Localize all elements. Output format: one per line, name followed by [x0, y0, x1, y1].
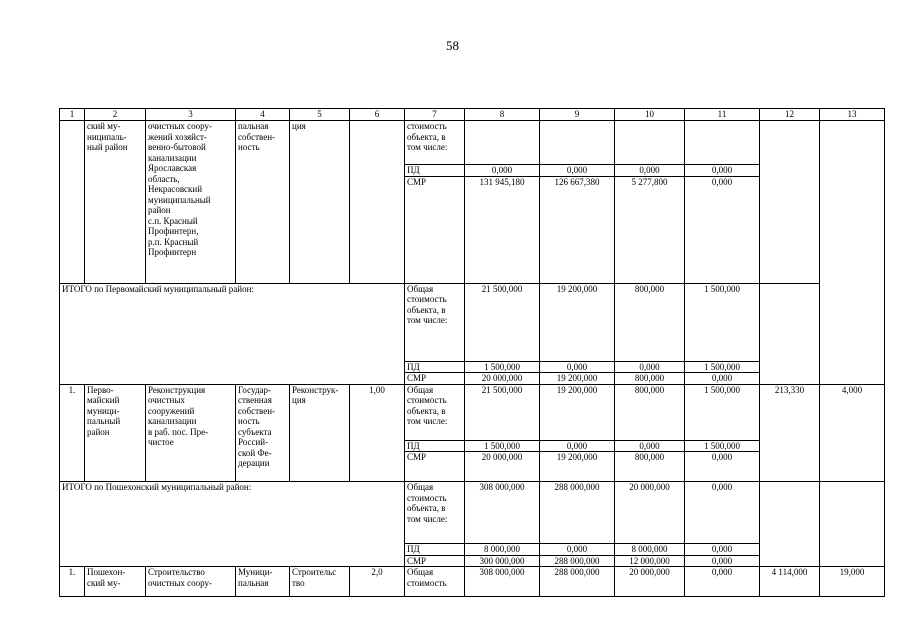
total-label: ИТОГО по Пошехонский муниципальный район:	[60, 482, 405, 567]
value-cell	[760, 482, 820, 567]
value-cell: 131 945,180	[465, 176, 540, 283]
value-cell	[465, 121, 540, 165]
investment-table	[59, 108, 885, 597]
smr-label: СМР	[405, 373, 465, 385]
column-number: 7	[405, 109, 465, 121]
pd-label: ПД	[405, 165, 465, 177]
column-number: 4	[236, 109, 290, 121]
value-cell: 5 277,800	[615, 176, 685, 283]
value-cell: 0,000	[685, 373, 760, 385]
value-cell: 20 000,000	[615, 482, 685, 544]
value-cell: 800,000	[615, 384, 685, 440]
page-number: 58	[446, 38, 459, 53]
capacity	[350, 121, 405, 284]
ownership-form: пальная собствен- ность	[236, 121, 290, 284]
value-cell: 0,000	[685, 555, 760, 567]
value-cell	[760, 283, 820, 384]
value-cell: 21 500,000	[465, 384, 540, 440]
item-number	[60, 121, 85, 284]
value-cell: 8 000,000	[465, 544, 540, 556]
total-label: ИТОГО по Первомайский муниципальный район:	[60, 283, 405, 384]
value-cell	[820, 121, 885, 284]
value-cell: 1 500,000	[685, 384, 760, 440]
column-number: 2	[85, 109, 146, 121]
value-cell: 0,000	[540, 440, 615, 452]
value-cell: 19 200,000	[540, 373, 615, 385]
cost-label: стоимость объекта, в том числе:	[405, 121, 465, 165]
value-cell: 0,000	[615, 361, 685, 373]
cost-label: Общая стоимость объекта, в том числе:	[405, 283, 465, 361]
column-number: 13	[820, 109, 885, 121]
column-number: 10	[615, 109, 685, 121]
smr-label: СМР	[405, 176, 465, 283]
value-cell: 0,000	[685, 567, 760, 597]
object-name: Реконструкция очистных сооружений канализации в раб. пос. Пре- чистое	[146, 384, 236, 482]
cost-label: Общая стоимость объекта, в том числе:	[405, 384, 465, 440]
value-cell: 21 500,000	[465, 283, 540, 361]
column-number: 8	[465, 109, 540, 121]
work-type: Строительс тво	[290, 567, 350, 597]
value-cell	[760, 121, 820, 284]
ownership-form: Муници- пальная	[236, 567, 290, 597]
value-cell: 213,330	[760, 384, 820, 482]
value-cell: 1 500,000	[685, 283, 760, 361]
column-number: 12	[760, 109, 820, 121]
object-name: Строительство очистных соору-	[146, 567, 236, 597]
value-cell: 288 000,000	[540, 555, 615, 567]
pd-label: ПД	[405, 361, 465, 373]
value-cell: 0,000	[685, 482, 760, 544]
value-cell	[540, 121, 615, 165]
pd-label: ПД	[405, 544, 465, 556]
value-cell: 126 667,380	[540, 176, 615, 283]
table-row	[60, 567, 885, 597]
value-cell: 19,000	[820, 567, 885, 597]
value-cell: 288 000,000	[540, 482, 615, 544]
value-cell: 0,000	[615, 165, 685, 177]
cost-label: Общая стоимость объекта, в том числе:	[405, 482, 465, 544]
value-cell: 308 000,000	[465, 567, 540, 597]
value-cell	[820, 482, 885, 567]
work-type: ция	[290, 121, 350, 284]
value-cell: 4 114,000	[760, 567, 820, 597]
value-cell: 800,000	[615, 452, 685, 482]
column-number-row	[60, 109, 885, 121]
value-cell: 19 200,000	[540, 452, 615, 482]
value-cell: 0,000	[540, 165, 615, 177]
column-number: 3	[146, 109, 236, 121]
value-cell: 0,000	[465, 165, 540, 177]
value-cell: 4,000	[820, 384, 885, 482]
value-cell	[615, 121, 685, 165]
district-name: Перво- майский муници- пальный район	[85, 384, 146, 482]
value-cell: 0,000	[685, 165, 760, 177]
column-number: 9	[540, 109, 615, 121]
column-number: 11	[685, 109, 760, 121]
object-name: очистных соору- жений хозяйст- венно-бытовой канализации Ярославская область, Некрасовский муниципальный район с.п. Красный Профинтерн, р.п. Красный Профинтерн	[146, 121, 236, 284]
value-cell: 288 000,000	[540, 567, 615, 597]
value-cell: 19 200,000	[540, 283, 615, 361]
item-number: 1.	[60, 384, 85, 482]
table-row	[60, 384, 885, 440]
value-cell: 0,000	[615, 440, 685, 452]
value-cell: 0,000	[540, 361, 615, 373]
value-cell	[820, 283, 885, 384]
value-cell: 19 200,000	[540, 384, 615, 440]
column-number: 5	[290, 109, 350, 121]
value-cell: 300 000,000	[465, 555, 540, 567]
value-cell: 0,000	[685, 544, 760, 556]
value-cell: 0,000	[685, 176, 760, 283]
value-cell: 308 000,000	[465, 482, 540, 544]
column-number: 6	[350, 109, 405, 121]
value-cell: 20 000,000	[465, 373, 540, 385]
ownership-form: Государ- ственная собствен- ность субъекта Россий- ской Фе- дерации	[236, 384, 290, 482]
value-cell	[685, 121, 760, 165]
capacity: 2,0	[350, 567, 405, 597]
value-cell: 12 000,000	[615, 555, 685, 567]
value-cell: 8 000,000	[615, 544, 685, 556]
smr-label: СМР	[405, 452, 465, 482]
smr-label: СМР	[405, 555, 465, 567]
item-number: 1.	[60, 567, 85, 597]
column-number: 1	[60, 109, 85, 121]
work-type: Реконструк- ция	[290, 384, 350, 482]
value-cell: 800,000	[615, 283, 685, 361]
value-cell: 1 500,000	[465, 361, 540, 373]
table-row	[60, 121, 885, 165]
value-cell: 0,000	[540, 544, 615, 556]
value-cell: 800,000	[615, 373, 685, 385]
capacity: 1,00	[350, 384, 405, 482]
value-cell: 20 000,000	[465, 452, 540, 482]
total-row	[60, 283, 885, 361]
total-row	[60, 482, 885, 544]
district-name: ский му- ниципаль- ный район	[85, 121, 146, 284]
value-cell: 1 500,000	[685, 361, 760, 373]
district-name: Пошехон- ский му-	[85, 567, 146, 597]
value-cell: 20 000,000	[615, 567, 685, 597]
cost-label: Общая стоимость	[405, 567, 465, 597]
value-cell: 0,000	[685, 452, 760, 482]
pd-label: ПД	[405, 440, 465, 452]
value-cell: 1 500,000	[685, 440, 760, 452]
value-cell: 1 500,000	[465, 440, 540, 452]
